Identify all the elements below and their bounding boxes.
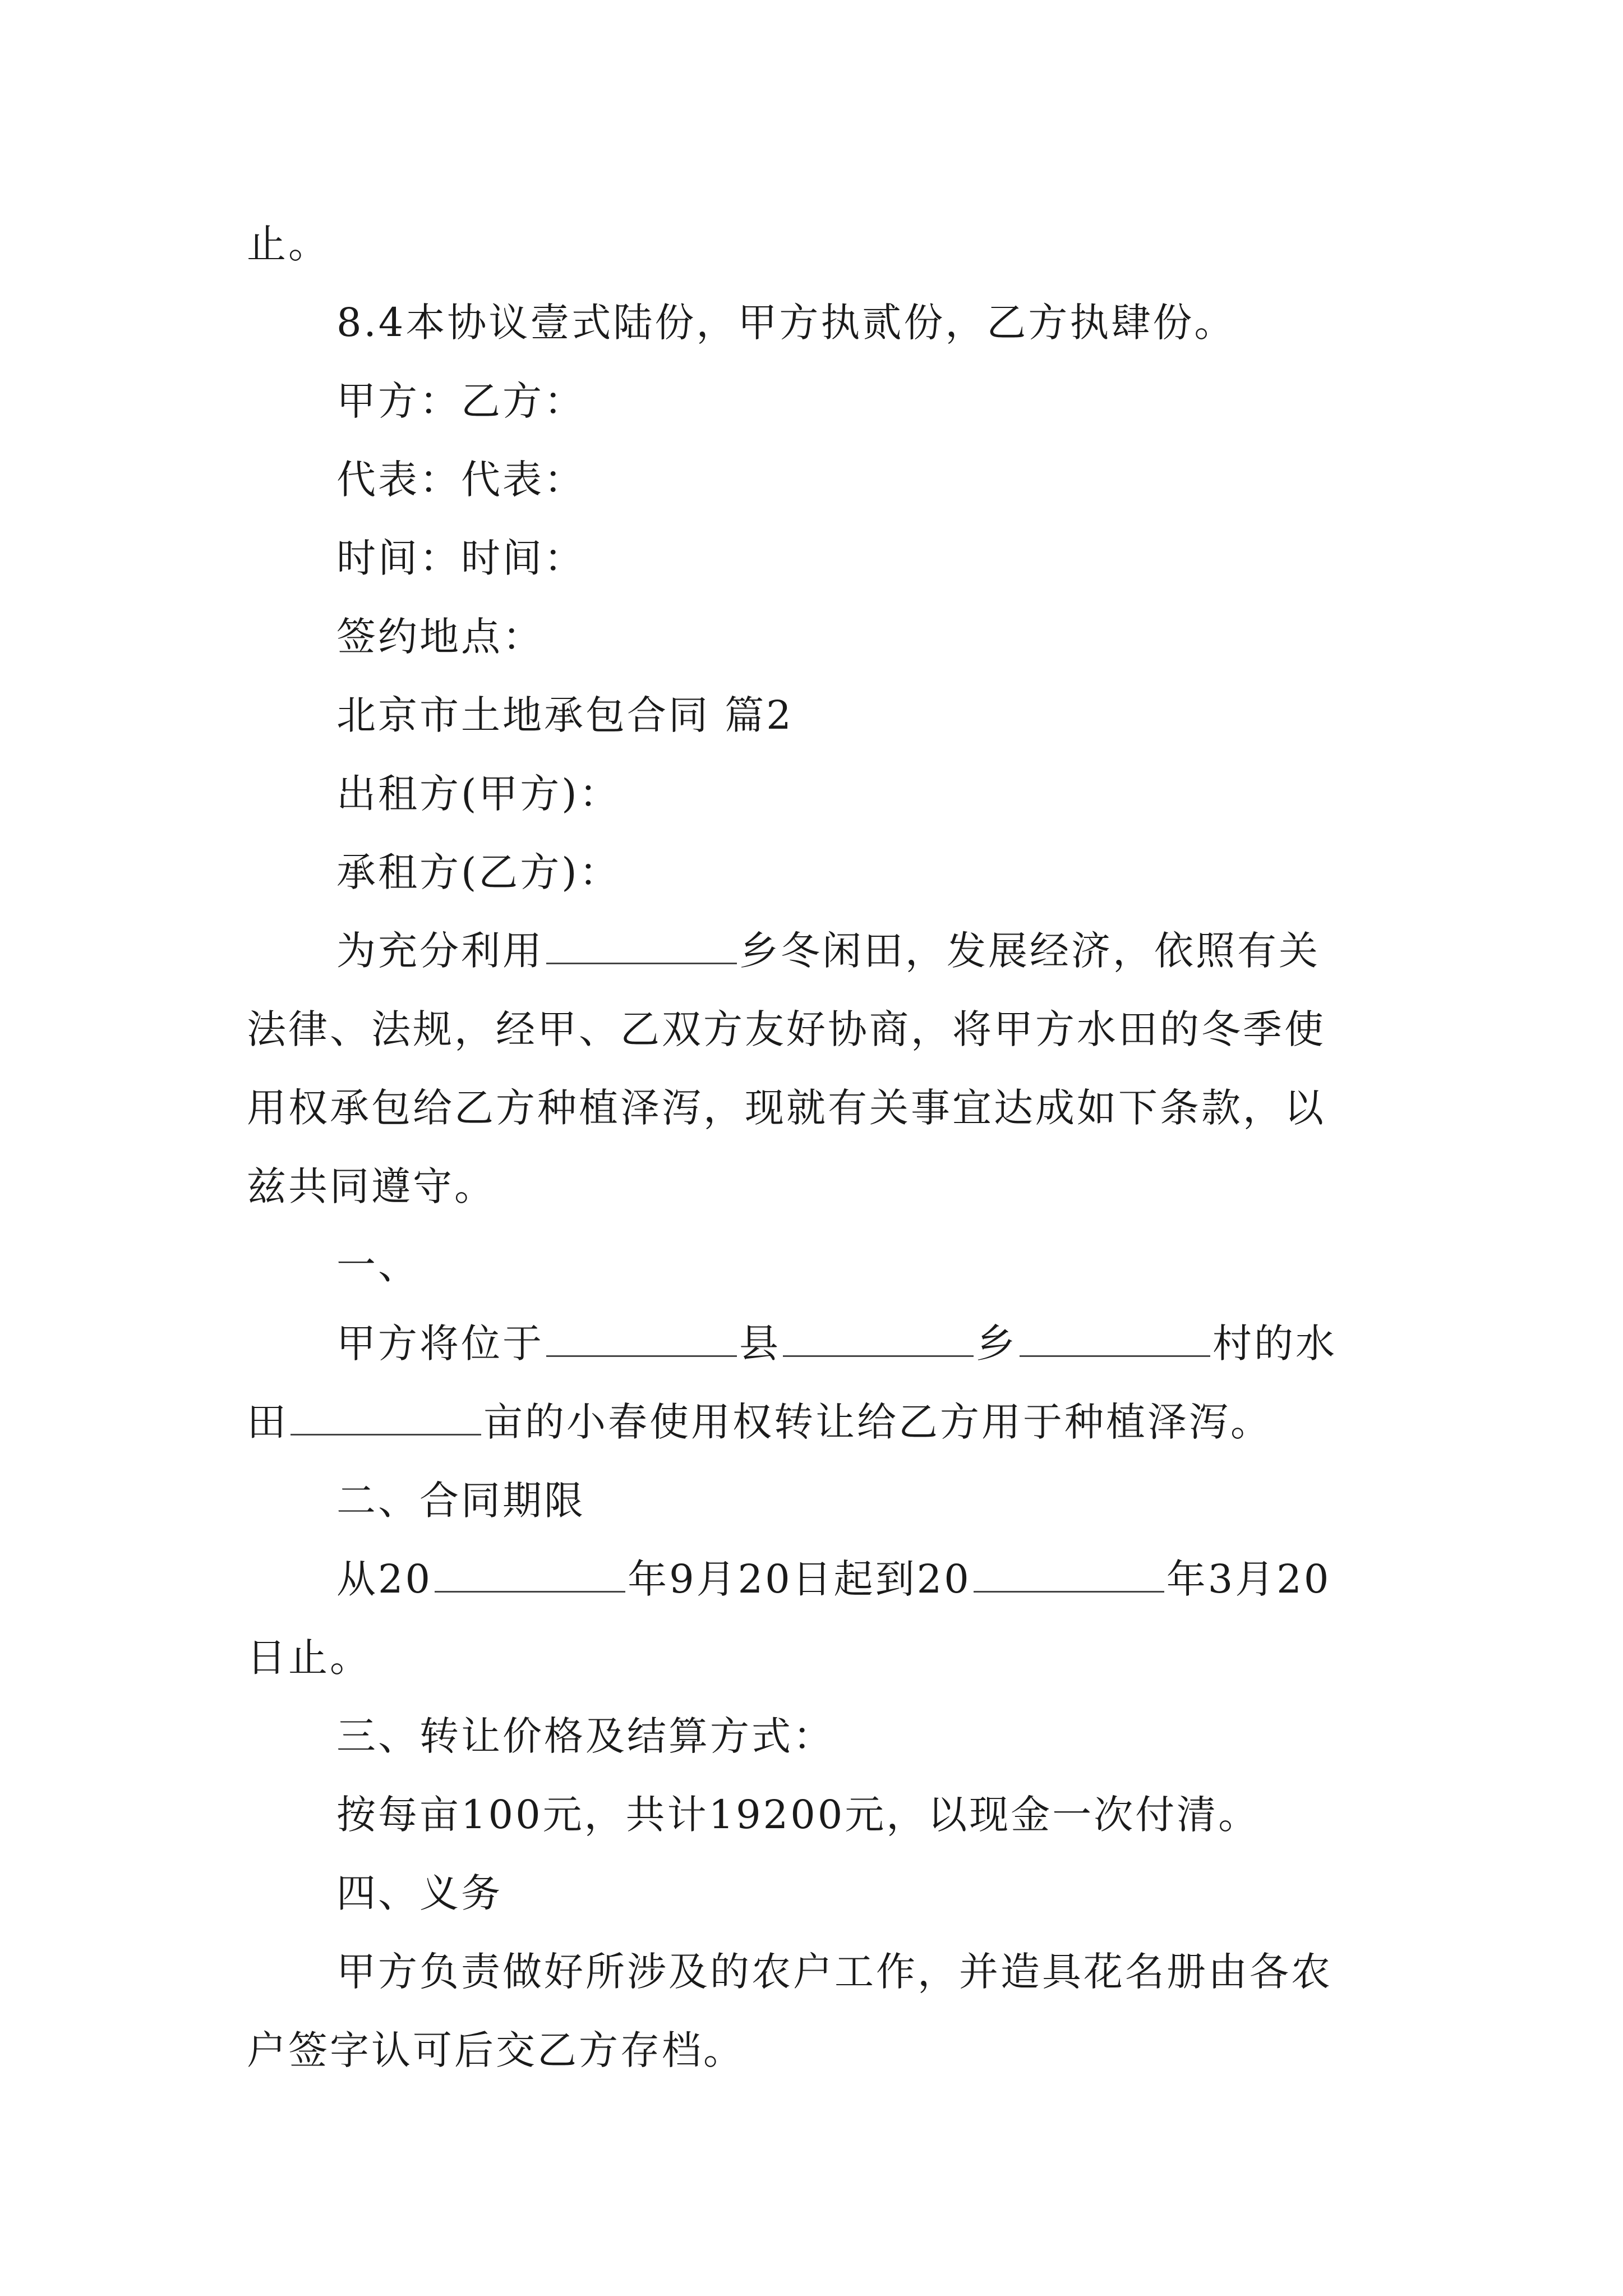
fill-blank xyxy=(291,1395,481,1435)
line-text: 用权承包给乙方种植泽泻，现就有关事宜达成如下条款，以 xyxy=(247,1085,1326,1131)
text-line xyxy=(247,205,330,283)
line-text: 法律、法规，经甲、乙双方友好协商，将甲方水田的冬季使 xyxy=(247,1006,1326,1052)
line-text: 亩的小春使用权转让给乙方用于种植泽泻。 xyxy=(483,1399,1272,1445)
text-line xyxy=(247,990,1326,1069)
fill-blank xyxy=(1020,1316,1210,1357)
line-text: 四、义务 xyxy=(336,1870,502,1916)
fill-blank xyxy=(974,1552,1164,1593)
signature-line-date xyxy=(336,519,585,597)
line-text: 甲方：乙方： xyxy=(336,378,585,424)
text-line xyxy=(336,283,1235,362)
text-line xyxy=(247,1069,1326,1147)
line-text: 为充分利用 xyxy=(336,928,544,974)
line-text: 田 xyxy=(247,1399,288,1445)
signature-line-place xyxy=(336,597,544,676)
line-text: 时间：时间： xyxy=(336,535,585,581)
line-text: 从20 xyxy=(336,1556,433,1602)
line-text: 年9月20日起到20 xyxy=(628,1556,971,1602)
text-line xyxy=(247,1618,371,1697)
section-heading xyxy=(336,1226,419,1304)
text-line xyxy=(336,912,1320,990)
section-title xyxy=(336,676,794,754)
text-line xyxy=(336,1540,1331,1618)
line-text: 县 xyxy=(739,1320,781,1366)
text-line xyxy=(336,1304,1337,1383)
signature-line-representative xyxy=(336,440,585,519)
fill-blank xyxy=(546,923,737,964)
line-text: 乡 xyxy=(976,1320,1017,1366)
line-text: 乡冬闲田，发展经济，依照有关 xyxy=(739,928,1320,974)
line-text: 签约地点： xyxy=(336,614,544,660)
line-text: 兹共同遵守。 xyxy=(247,1163,496,1209)
section-heading xyxy=(336,1854,502,1932)
text-line xyxy=(247,2011,745,2090)
line-text: 一、 xyxy=(336,1242,419,1288)
line-text: 日止。 xyxy=(247,1635,371,1681)
line-text: 北京市土地承包合同 篇2 xyxy=(336,692,794,738)
line-text: 甲方将位于 xyxy=(336,1320,544,1366)
line-text: 按每亩100元，共计19200元，以现金一次付清。 xyxy=(336,1792,1260,1838)
text-line xyxy=(336,1932,1332,2011)
line-text: 二、合同期限 xyxy=(336,1478,585,1524)
line-text: 承租方(乙方)： xyxy=(336,849,621,895)
text-line xyxy=(247,1383,1272,1461)
text-line xyxy=(336,833,621,912)
line-text: 村的水 xyxy=(1212,1320,1337,1366)
text-line xyxy=(247,1147,496,1226)
line-text: 年3月20 xyxy=(1166,1556,1331,1602)
section-heading xyxy=(336,1461,585,1540)
text-line xyxy=(336,1775,1260,1854)
fill-blank xyxy=(783,1316,974,1357)
line-text: 甲方负责做好所涉及的农户工作，并造具花名册由各农 xyxy=(336,1949,1332,1995)
line-text: 出租方(甲方)： xyxy=(336,771,621,817)
fill-blank xyxy=(435,1552,625,1593)
line-text: 止。 xyxy=(247,221,330,267)
line-text: 三、转让价格及结算方式： xyxy=(336,1713,834,1759)
line-text: 户签字认可后交乙方存档。 xyxy=(247,2027,745,2073)
section-heading xyxy=(336,1697,834,1775)
fill-blank xyxy=(546,1316,737,1357)
text-line xyxy=(336,754,621,833)
signature-line-party xyxy=(336,362,585,440)
line-text: 代表：代表： xyxy=(336,457,585,503)
line-text: 8.4本协议壹式陆份，甲方执贰份，乙方执肆份。 xyxy=(336,300,1236,346)
